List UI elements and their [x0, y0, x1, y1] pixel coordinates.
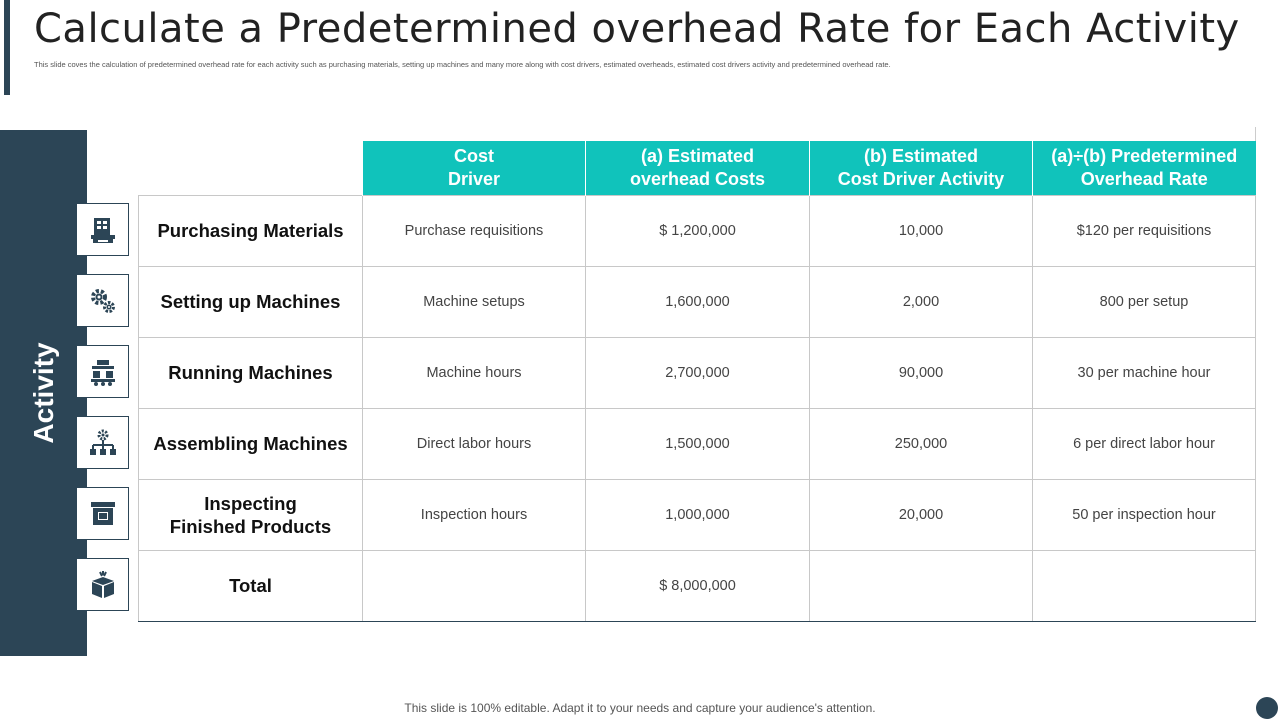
icon-box-purchasing	[76, 203, 129, 256]
header-line: Overhead Rate	[1080, 168, 1208, 189]
table-cell: 250,000	[810, 408, 1033, 479]
icon-box-total	[76, 558, 129, 611]
table-cell: 1,600,000	[586, 266, 810, 337]
icon-box-setting-up	[76, 274, 129, 327]
header-line: (a)÷(b) Predetermined	[1051, 145, 1238, 166]
table-cell: 6 per direct labor hour	[1033, 408, 1256, 479]
open-box-icon	[88, 570, 118, 600]
row-label: Purchasing Materials	[139, 195, 363, 266]
table-cell: $ 8,000,000	[586, 550, 810, 621]
table-cell: 10,000	[810, 195, 1033, 266]
table-cell: Machine setups	[363, 266, 586, 337]
table-row	[139, 479, 1256, 550]
table-row	[139, 266, 1256, 337]
header-estimated-overhead	[586, 141, 810, 195]
page-subtitle: This slide coves the calculation of predetermined overhead rate for each activity such as purchasing materials, setting up machines and many more along with cost drivers, estimated overheads, estimated cost drivers activity and predetermined overhead rate.	[34, 60, 891, 69]
header-line: Cost Driver Activity	[837, 168, 1005, 189]
header-cost-driver	[363, 141, 586, 195]
table-cell: $ 1,200,000	[586, 195, 810, 266]
building-icon	[88, 215, 118, 245]
table-cell: 20,000	[810, 479, 1033, 550]
icon-box-inspecting	[76, 487, 129, 540]
overhead-rate-table	[138, 141, 1256, 622]
table-cell: 50 per inspection hour	[1033, 479, 1256, 550]
header-line: (b) Estimated	[863, 145, 978, 166]
table-cell	[1033, 550, 1256, 621]
table-row	[139, 408, 1256, 479]
table-row	[139, 337, 1256, 408]
table-cell: 90,000	[810, 337, 1033, 408]
gears-icon	[88, 286, 118, 316]
title-accent-bar	[4, 0, 10, 95]
header-estimated-activity	[810, 141, 1033, 195]
table-edge-line	[1255, 127, 1256, 141]
header-predetermined-rate	[1033, 141, 1256, 195]
table-cell	[363, 550, 586, 621]
table-header-row	[139, 141, 1256, 195]
table-cell: Inspection hours	[363, 479, 586, 550]
table-row	[139, 195, 1256, 266]
header-line: overhead Costs	[629, 168, 766, 189]
header-line: (a) Estimated	[640, 145, 755, 166]
table-cell: 800 per setup	[1033, 266, 1256, 337]
table-cell: 1,500,000	[586, 408, 810, 479]
inspection-box-icon	[88, 499, 118, 529]
icon-box-assembling	[76, 416, 129, 469]
row-label: Total	[139, 550, 363, 621]
activity-side-label: Activity	[28, 342, 59, 444]
table-cell	[810, 550, 1033, 621]
table-cell: 30 per machine hour	[1033, 337, 1256, 408]
table-cell: Direct labor hours	[363, 408, 586, 479]
corner-dot	[1256, 697, 1278, 719]
table-cell: 2,000	[810, 266, 1033, 337]
conveyor-icon	[88, 357, 118, 387]
header-line: Cost	[454, 145, 494, 166]
icon-box-running	[76, 345, 129, 398]
row-label-line: Inspecting	[204, 492, 297, 514]
row-label: Setting up Machines	[139, 266, 363, 337]
row-label: Running Machines	[139, 337, 363, 408]
page-title: Calculate a Predetermined overhead Rate for Each Activity	[34, 6, 1240, 52]
footer-note: This slide is 100% editable. Adapt it to your needs and capture your audience's attention.	[404, 701, 876, 715]
table-row-total	[139, 550, 1256, 621]
row-label	[139, 479, 363, 550]
header-line: Driver	[447, 168, 501, 189]
table-cell: 2,700,000	[586, 337, 810, 408]
hierarchy-icon	[88, 428, 118, 458]
table-cell: 1,000,000	[586, 479, 810, 550]
row-label-line: Finished Products	[169, 515, 332, 537]
header-blank-cell	[139, 141, 363, 195]
table-cell: Purchase requisitions	[363, 195, 586, 266]
row-label: Assembling Machines	[139, 408, 363, 479]
table-cell: Machine hours	[363, 337, 586, 408]
table-cell: $120 per requisitions	[1033, 195, 1256, 266]
